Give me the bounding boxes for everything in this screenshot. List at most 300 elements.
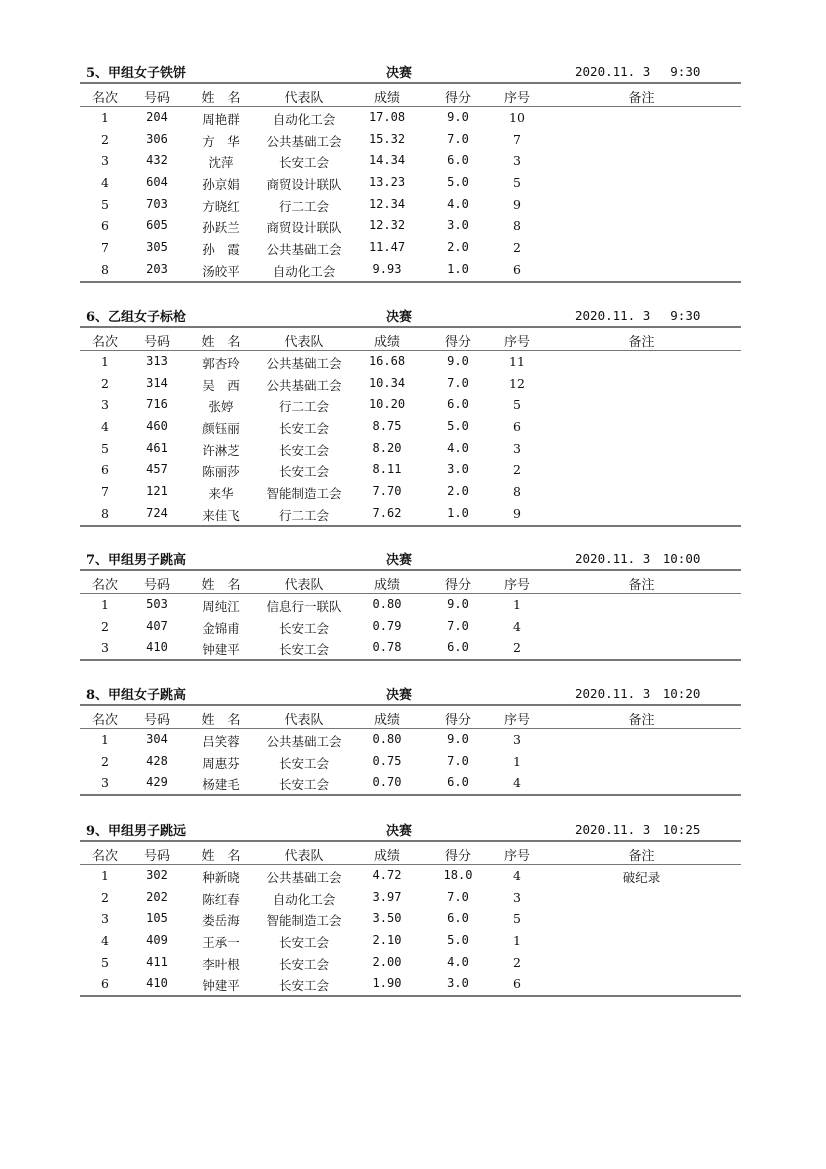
table-cell: 8.75 <box>372 419 402 434</box>
table-cell: 302 <box>146 868 168 882</box>
column-header: 姓 名 <box>201 91 241 106</box>
table-cell: 1 <box>513 933 521 949</box>
table-cell: 6 <box>513 419 521 435</box>
table-cell: 杨建毛 <box>202 777 240 793</box>
table-cell: 郭杏玲 <box>202 356 240 371</box>
table-cell: 长安工会 <box>278 755 329 771</box>
event-round: 决赛 <box>386 66 413 81</box>
table-cell: 公共基础工会 <box>266 242 342 258</box>
column-header: 成绩 <box>373 713 400 728</box>
column-header: 号码 <box>143 849 170 864</box>
table-cell: 12.34 <box>368 196 406 211</box>
table-cell: 公共基础工会 <box>266 734 342 749</box>
table-cell: 428 <box>146 753 168 768</box>
table-cell: 长安工会 <box>278 442 329 458</box>
table-cell: 6 <box>101 976 109 992</box>
table-cell: 6.0 <box>447 911 469 926</box>
column-header: 姓 名 <box>201 335 241 350</box>
table-cell: 8 <box>513 218 521 234</box>
table-cell: 457 <box>146 462 168 477</box>
table-row <box>80 107 741 129</box>
table-cell: 4 <box>101 175 109 191</box>
table-cell: 智能制造工会 <box>266 486 342 502</box>
table-body <box>80 107 741 283</box>
event-title: 6、乙组女子标枪 <box>86 310 187 325</box>
table-cell: 18.0 <box>443 868 473 882</box>
table-cell: 6 <box>101 218 109 234</box>
column-header: 得分 <box>444 578 471 593</box>
column-header: 代表队 <box>284 849 324 864</box>
table-cell: 2 <box>513 462 521 478</box>
table-cell: 14.34 <box>368 153 406 168</box>
table-cell: 张婷 <box>208 399 234 415</box>
table-body <box>80 594 741 661</box>
table-cell: 商贸设计联队 <box>266 220 342 236</box>
table-cell: 5 <box>513 397 521 413</box>
table-cell: 7.0 <box>447 753 469 768</box>
table-cell: 2 <box>101 889 109 905</box>
column-header: 名次 <box>91 335 118 350</box>
column-header: 得分 <box>444 335 471 350</box>
table-header <box>80 704 741 729</box>
event-section <box>80 60 741 283</box>
column-header: 备注 <box>628 578 655 593</box>
table-cell: 16.68 <box>368 354 406 368</box>
table-cell: 行二工会 <box>278 507 329 523</box>
table-cell: 724 <box>146 505 168 520</box>
table-cell: 吕笑蓉 <box>202 734 240 749</box>
column-header: 得分 <box>444 91 471 106</box>
event-date: 2020.11. 3 9:30 <box>575 308 701 323</box>
table-row <box>80 973 741 995</box>
table-cell: 1.0 <box>447 505 469 520</box>
event-round: 决赛 <box>386 310 413 325</box>
event-round: 决赛 <box>386 688 413 703</box>
table-cell: 4 <box>101 419 109 435</box>
column-header: 得分 <box>444 713 471 728</box>
table-cell: 自动化工会 <box>272 263 336 279</box>
table-cell: 公共基础工会 <box>266 377 342 393</box>
table-cell: 6 <box>513 976 521 992</box>
table-cell: 2.0 <box>447 484 469 499</box>
table-cell: 自动化工会 <box>272 112 336 127</box>
table-cell: 12 <box>509 375 525 391</box>
table-cell: 7 <box>101 240 109 256</box>
table-cell: 5.0 <box>447 419 469 434</box>
table-cell: 105 <box>146 911 168 926</box>
table-cell: 11.47 <box>368 240 406 255</box>
table-cell: 4 <box>513 868 521 883</box>
table-cell: 7.70 <box>372 484 402 499</box>
table-header <box>80 326 741 351</box>
table-cell: 信息行一联队 <box>266 599 342 614</box>
table-cell: 6.0 <box>447 397 469 412</box>
table-cell: 陈红春 <box>202 891 240 907</box>
table-cell: 2 <box>513 954 521 970</box>
table-row <box>80 594 741 616</box>
table-cell: 6.0 <box>447 153 469 168</box>
table-cell: 10.34 <box>368 375 406 390</box>
column-header: 名次 <box>91 713 118 728</box>
table-cell: 8 <box>101 505 109 521</box>
table-cell: 1.0 <box>447 261 469 276</box>
table-cell: 4 <box>513 775 521 791</box>
table-row <box>80 438 741 460</box>
table-cell: 304 <box>146 732 168 746</box>
table-cell: 204 <box>146 110 168 124</box>
table-cell: 周艳群 <box>202 112 240 127</box>
table-row <box>80 129 741 151</box>
table-row <box>80 215 741 237</box>
table-row <box>80 637 741 659</box>
table-cell: 长安工会 <box>278 421 329 437</box>
table-cell: 3 <box>101 153 109 169</box>
table-cell: 2 <box>513 640 521 656</box>
table-cell: 3 <box>101 640 109 656</box>
table-cell: 7.62 <box>372 505 402 520</box>
table-cell: 长安工会 <box>278 642 329 658</box>
table-cell: 1 <box>101 110 109 125</box>
table-cell: 周惠芬 <box>202 755 240 771</box>
table-cell: 703 <box>146 196 168 211</box>
event-title-row <box>80 547 741 569</box>
table-cell: 4.0 <box>447 440 469 455</box>
table-cell: 1.90 <box>372 976 402 991</box>
event-date: 2020.11. 3 9:30 <box>575 64 701 79</box>
table-cell: 9 <box>513 196 521 212</box>
table-cell: 6.0 <box>447 775 469 790</box>
table-cell: 1 <box>513 753 521 769</box>
column-header: 名次 <box>91 849 118 864</box>
table-cell: 17.08 <box>368 110 406 124</box>
event-date: 2020.11. 3 10:00 <box>575 551 701 566</box>
table-cell: 2 <box>513 240 521 256</box>
table-cell: 钟建平 <box>202 642 240 658</box>
table-cell: 5 <box>101 954 109 970</box>
table-row <box>80 394 741 416</box>
table-cell: 行二工会 <box>278 399 329 415</box>
table-row <box>80 194 741 216</box>
table-cell: 503 <box>146 597 168 611</box>
table-body <box>80 351 741 527</box>
column-header: 序号 <box>503 335 530 350</box>
event-title-row <box>80 818 741 840</box>
table-cell: 3.97 <box>372 889 402 904</box>
table-cell: 460 <box>146 419 168 434</box>
event-section <box>80 682 741 796</box>
table-body <box>80 865 741 997</box>
table-row <box>80 952 741 974</box>
table-cell: 313 <box>146 354 168 368</box>
table-cell: 2 <box>101 131 109 147</box>
column-header: 成绩 <box>373 578 400 593</box>
column-header: 序号 <box>503 578 530 593</box>
table-cell: 5 <box>101 196 109 212</box>
table-cell: 许淋芝 <box>202 442 240 458</box>
table-body <box>80 729 741 796</box>
event-date: 2020.11. 3 10:25 <box>575 822 701 837</box>
table-cell: 陈丽莎 <box>202 464 240 480</box>
table-cell: 6 <box>513 261 521 277</box>
table-cell: 7.0 <box>447 618 469 633</box>
table-cell: 7 <box>513 131 521 147</box>
table-cell: 2 <box>101 618 109 634</box>
column-header: 备注 <box>628 91 655 106</box>
column-header: 名次 <box>91 578 118 593</box>
table-cell: 孙跃兰 <box>202 220 240 236</box>
table-cell: 汤皎平 <box>202 263 240 279</box>
column-header: 序号 <box>503 849 530 864</box>
table-cell: 0.79 <box>372 618 402 633</box>
table-cell: 1 <box>513 597 521 612</box>
table-cell: 5 <box>513 911 521 927</box>
table-cell: 10.20 <box>368 397 406 412</box>
table-cell: 周纯江 <box>202 599 240 614</box>
table-header <box>80 569 741 594</box>
column-header: 代表队 <box>284 578 324 593</box>
table-cell: 沈萍 <box>208 155 234 171</box>
table-cell: 5 <box>101 440 109 456</box>
table-row <box>80 172 741 194</box>
table-cell: 409 <box>146 933 168 948</box>
table-cell: 0.80 <box>372 597 402 611</box>
column-header: 姓 名 <box>201 849 241 864</box>
table-cell: 2 <box>101 375 109 391</box>
table-cell: 3.0 <box>447 976 469 991</box>
table-cell: 3.0 <box>447 462 469 477</box>
table-row <box>80 373 741 395</box>
table-cell: 自动化工会 <box>272 891 336 907</box>
table-cell: 11 <box>509 354 525 369</box>
table-row <box>80 751 741 773</box>
table-cell: 7.0 <box>447 131 469 146</box>
table-cell: 9 <box>513 505 521 521</box>
table-cell: 314 <box>146 375 168 390</box>
event-section <box>80 818 741 997</box>
table-cell: 0.75 <box>372 753 402 768</box>
column-header: 号码 <box>143 578 170 593</box>
table-row <box>80 616 741 638</box>
table-cell: 0.78 <box>372 640 402 655</box>
table-cell: 3 <box>101 911 109 927</box>
table-cell: 9.0 <box>447 110 469 124</box>
table-row <box>80 930 741 952</box>
column-header: 号码 <box>143 91 170 106</box>
table-cell: 7.0 <box>447 375 469 390</box>
table-cell: 10 <box>509 110 525 125</box>
table-cell: 5.0 <box>447 175 469 190</box>
table-cell: 长安工会 <box>278 464 329 480</box>
table-row <box>80 351 741 373</box>
table-cell: 0.70 <box>372 775 402 790</box>
table-cell: 1 <box>101 732 109 747</box>
table-cell: 商贸设计联队 <box>266 177 342 193</box>
table-cell: 孙京娟 <box>202 177 240 193</box>
table-row <box>80 908 741 930</box>
table-cell: 12.32 <box>368 218 406 233</box>
table-cell: 3 <box>101 397 109 413</box>
column-header: 名次 <box>91 91 118 106</box>
table-cell: 306 <box>146 131 168 146</box>
table-cell: 432 <box>146 153 168 168</box>
table-header <box>80 840 741 865</box>
table-cell: 2.10 <box>372 933 402 948</box>
table-cell: 3 <box>513 889 521 905</box>
table-cell: 5 <box>513 175 521 191</box>
column-header: 成绩 <box>373 335 400 350</box>
table-cell: 410 <box>146 976 168 991</box>
event-round: 决赛 <box>386 553 413 568</box>
table-cell: 605 <box>146 218 168 233</box>
table-cell: 公共基础工会 <box>266 133 342 149</box>
table-cell: 长安工会 <box>278 155 329 171</box>
event-title-row <box>80 304 741 326</box>
table-cell: 15.32 <box>368 131 406 146</box>
table-cell: 4 <box>513 618 521 634</box>
event-round: 决赛 <box>386 824 413 839</box>
event-title: 7、甲组男子跳高 <box>86 553 187 568</box>
table-cell: 1 <box>101 597 109 612</box>
table-cell: 7.0 <box>447 889 469 904</box>
table-cell: 长安工会 <box>278 777 329 793</box>
table-cell: 8 <box>513 484 521 500</box>
table-cell: 6 <box>101 462 109 478</box>
table-cell: 8.20 <box>372 440 402 455</box>
table-cell: 0.80 <box>372 732 402 746</box>
table-row <box>80 150 741 172</box>
column-header: 备注 <box>628 713 655 728</box>
table-cell: 203 <box>146 261 168 276</box>
table-cell: 3.50 <box>372 911 402 926</box>
table-cell: 461 <box>146 440 168 455</box>
table-cell: 4.0 <box>447 196 469 211</box>
table-row <box>80 887 741 909</box>
table-cell: 3 <box>513 732 521 747</box>
table-cell: 4.72 <box>372 868 402 882</box>
table-row <box>80 459 741 481</box>
table-cell: 方 华 <box>202 133 240 149</box>
table-cell: 202 <box>146 889 168 904</box>
table-cell: 305 <box>146 240 168 255</box>
column-header: 序号 <box>503 713 530 728</box>
table-cell: 来华 <box>208 486 234 502</box>
table-cell: 3.0 <box>447 218 469 233</box>
table-cell: 604 <box>146 175 168 190</box>
column-header: 代表队 <box>284 713 324 728</box>
column-header: 号码 <box>143 335 170 350</box>
table-header <box>80 82 741 107</box>
table-cell: 1 <box>101 868 109 883</box>
table-cell: 3 <box>513 153 521 169</box>
table-cell: 7 <box>101 484 109 500</box>
table-cell: 8 <box>101 261 109 277</box>
table-cell: 2.00 <box>372 954 402 969</box>
table-cell: 王承一 <box>202 935 240 951</box>
table-cell: 8.11 <box>372 462 402 477</box>
table-cell: 智能制造工会 <box>266 913 342 929</box>
table-cell: 5.0 <box>447 933 469 948</box>
table-cell: 2 <box>101 753 109 769</box>
table-cell: 李叶根 <box>202 956 240 972</box>
event-title-row <box>80 682 741 704</box>
table-cell: 长安工会 <box>278 978 329 994</box>
table-cell: 公共基础工会 <box>266 356 342 371</box>
table-cell: 4 <box>101 933 109 949</box>
table-cell: 长安工会 <box>278 935 329 951</box>
table-cell: 429 <box>146 775 168 790</box>
column-header: 成绩 <box>373 91 400 106</box>
table-cell: 来佳飞 <box>202 507 240 523</box>
table-cell: 407 <box>146 618 168 633</box>
table-cell: 13.23 <box>368 175 406 190</box>
column-header: 序号 <box>503 91 530 106</box>
table-cell: 9.93 <box>372 261 402 276</box>
table-cell: 410 <box>146 640 168 655</box>
table-cell: 长安工会 <box>278 956 329 972</box>
event-title: 5、甲组女子铁饼 <box>86 66 187 81</box>
table-cell: 6.0 <box>447 640 469 655</box>
column-header: 代表队 <box>284 335 324 350</box>
column-header: 备注 <box>628 849 655 864</box>
column-header: 代表队 <box>284 91 324 106</box>
table-cell: 孙 霞 <box>202 242 240 258</box>
table-cell: 9.0 <box>447 597 469 611</box>
column-header: 备注 <box>628 335 655 350</box>
column-header: 姓 名 <box>201 713 241 728</box>
table-cell: 1 <box>101 354 109 369</box>
table-cell: 钟建平 <box>202 978 240 994</box>
table-cell: 颜钰丽 <box>202 421 240 437</box>
table-cell: 吴 西 <box>202 377 240 393</box>
table-row <box>80 772 741 794</box>
event-title: 8、甲组女子跳高 <box>86 688 187 703</box>
table-cell: 行二工会 <box>278 198 329 214</box>
table-row <box>80 259 741 281</box>
table-cell: 破纪录 <box>622 870 661 885</box>
table-row <box>80 416 741 438</box>
table-cell: 411 <box>146 954 168 969</box>
table-row <box>80 481 741 503</box>
table-cell: 长安工会 <box>278 620 329 636</box>
table-cell: 金锦甫 <box>202 620 240 636</box>
table-cell: 9.0 <box>447 354 469 368</box>
table-row <box>80 503 741 525</box>
column-header: 姓 名 <box>201 578 241 593</box>
table-cell: 4.0 <box>447 954 469 969</box>
event-title-row <box>80 60 741 82</box>
table-row <box>80 237 741 259</box>
table-row <box>80 865 741 887</box>
table-cell: 种新晓 <box>202 870 240 885</box>
table-cell: 716 <box>146 397 168 412</box>
event-date: 2020.11. 3 10:20 <box>575 686 701 701</box>
column-header: 号码 <box>143 713 170 728</box>
event-section <box>80 304 741 527</box>
column-header: 成绩 <box>373 849 400 864</box>
table-cell: 娄岳海 <box>202 913 240 929</box>
table-cell: 9.0 <box>447 732 469 746</box>
table-cell: 121 <box>146 484 168 499</box>
table-cell: 2.0 <box>447 240 469 255</box>
table-cell: 公共基础工会 <box>266 870 342 885</box>
table-cell: 方晓红 <box>202 198 240 214</box>
table-cell: 3 <box>513 440 521 456</box>
table-row <box>80 729 741 751</box>
event-title: 9、甲组男子跳远 <box>86 824 187 839</box>
table-cell: 3 <box>101 775 109 791</box>
column-header: 得分 <box>444 849 471 864</box>
event-section <box>80 547 741 661</box>
